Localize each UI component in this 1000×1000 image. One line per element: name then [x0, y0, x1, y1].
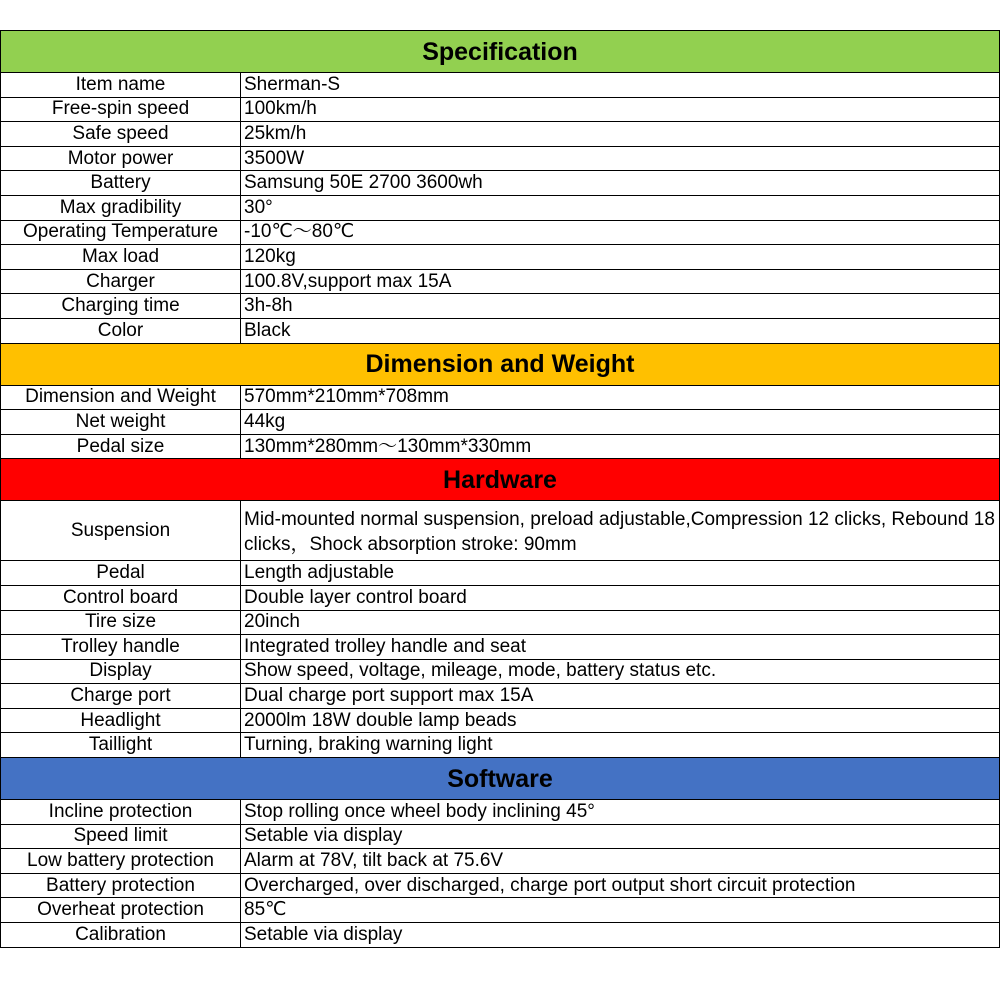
row-value: Mid-mounted normal suspension, preload adjustable,Compression 12 clicks, Rebound 18 clicks，Shock absorption stroke: 90mm	[241, 501, 1000, 561]
row-value: Setable via display	[241, 824, 1000, 849]
row-value: Integrated trolley handle and seat	[241, 635, 1000, 660]
section-title-software: Software	[1, 758, 1000, 800]
section-header-specification	[1, 31, 1000, 73]
section-header-software	[1, 758, 1000, 800]
table-row	[1, 733, 1000, 758]
row-value: 2000lm 18W double lamp beads	[241, 708, 1000, 733]
row-label: Charging time	[1, 294, 241, 319]
row-value: 85℃	[241, 898, 1000, 923]
row-label: Incline protection	[1, 800, 241, 825]
table-row	[1, 684, 1000, 709]
table-row	[1, 501, 1000, 561]
row-value: 3500W	[241, 146, 1000, 171]
table-row	[1, 610, 1000, 635]
row-label: Color	[1, 318, 241, 343]
row-value: 44kg	[241, 410, 1000, 435]
row-label: Net weight	[1, 410, 241, 435]
row-value: 3h-8h	[241, 294, 1000, 319]
row-label: Max gradibility	[1, 195, 241, 220]
table-row	[1, 245, 1000, 270]
row-value: Alarm at 78V, tilt back at 75.6V	[241, 849, 1000, 874]
row-label: Max load	[1, 245, 241, 270]
table-row	[1, 898, 1000, 923]
row-value: Show speed, voltage, mileage, mode, battery status etc.	[241, 659, 1000, 684]
row-value: 100km/h	[241, 97, 1000, 122]
table-row	[1, 434, 1000, 459]
row-label: Pedal	[1, 561, 241, 586]
section-header-hardware	[1, 459, 1000, 501]
table-row	[1, 220, 1000, 245]
specification-table	[0, 30, 1000, 948]
section-title-dimension-and-weight: Dimension and Weight	[1, 343, 1000, 385]
row-value: 130mm*280mm～130mm*330mm	[241, 434, 1000, 459]
row-label: Taillight	[1, 733, 241, 758]
row-label: Battery protection	[1, 873, 241, 898]
table-row	[1, 122, 1000, 147]
row-value: 30°	[241, 195, 1000, 220]
row-value: Stop rolling once wheel body inclining 45°	[241, 800, 1000, 825]
row-value: 120kg	[241, 245, 1000, 270]
row-value: Black	[241, 318, 1000, 343]
table-row	[1, 97, 1000, 122]
row-label: Free-spin speed	[1, 97, 241, 122]
row-value: 25km/h	[241, 122, 1000, 147]
row-value: Double layer control board	[241, 585, 1000, 610]
table-row	[1, 824, 1000, 849]
row-label: Control board	[1, 585, 241, 610]
row-label: Charge port	[1, 684, 241, 709]
row-label: Headlight	[1, 708, 241, 733]
row-label: Charger	[1, 269, 241, 294]
specification-table-body	[1, 31, 1000, 948]
table-row	[1, 146, 1000, 171]
row-label: Item name	[1, 73, 241, 98]
table-row	[1, 385, 1000, 410]
table-row	[1, 269, 1000, 294]
row-label: Trolley handle	[1, 635, 241, 660]
row-label: Calibration	[1, 923, 241, 948]
table-row	[1, 849, 1000, 874]
row-label: Speed limit	[1, 824, 241, 849]
row-value: Setable via display	[241, 923, 1000, 948]
row-value: 570mm*210mm*708mm	[241, 385, 1000, 410]
row-value: Turning, braking warning light	[241, 733, 1000, 758]
table-row	[1, 873, 1000, 898]
row-value: Dual charge port support max 15A	[241, 684, 1000, 709]
row-value: Length adjustable	[241, 561, 1000, 586]
section-title-specification: Specification	[1, 31, 1000, 73]
table-row	[1, 410, 1000, 435]
row-label: Operating Temperature	[1, 220, 241, 245]
table-row	[1, 923, 1000, 948]
table-row	[1, 585, 1000, 610]
section-title-hardware: Hardware	[1, 459, 1000, 501]
row-label: Safe speed	[1, 122, 241, 147]
row-value: -10℃～80℃	[241, 220, 1000, 245]
row-label: Display	[1, 659, 241, 684]
row-value: Sherman-S	[241, 73, 1000, 98]
row-label: Motor power	[1, 146, 241, 171]
row-label: Low battery protection	[1, 849, 241, 874]
row-label: Pedal size	[1, 434, 241, 459]
row-value: Overcharged, over discharged, charge port output short circuit protection	[241, 873, 1000, 898]
table-row	[1, 561, 1000, 586]
table-row	[1, 800, 1000, 825]
row-label: Suspension	[1, 501, 241, 561]
table-row	[1, 659, 1000, 684]
row-value: Samsung 50E 2700 3600wh	[241, 171, 1000, 196]
table-row	[1, 171, 1000, 196]
table-row	[1, 635, 1000, 660]
row-label: Tire size	[1, 610, 241, 635]
row-label: Battery	[1, 171, 241, 196]
table-row	[1, 195, 1000, 220]
row-value: 20inch	[241, 610, 1000, 635]
row-label: Overheat protection	[1, 898, 241, 923]
table-row	[1, 708, 1000, 733]
row-label: Dimension and Weight	[1, 385, 241, 410]
table-row	[1, 73, 1000, 98]
row-value: 100.8V,support max 15A	[241, 269, 1000, 294]
section-header-dimension-and-weight	[1, 343, 1000, 385]
table-row	[1, 318, 1000, 343]
table-row	[1, 294, 1000, 319]
